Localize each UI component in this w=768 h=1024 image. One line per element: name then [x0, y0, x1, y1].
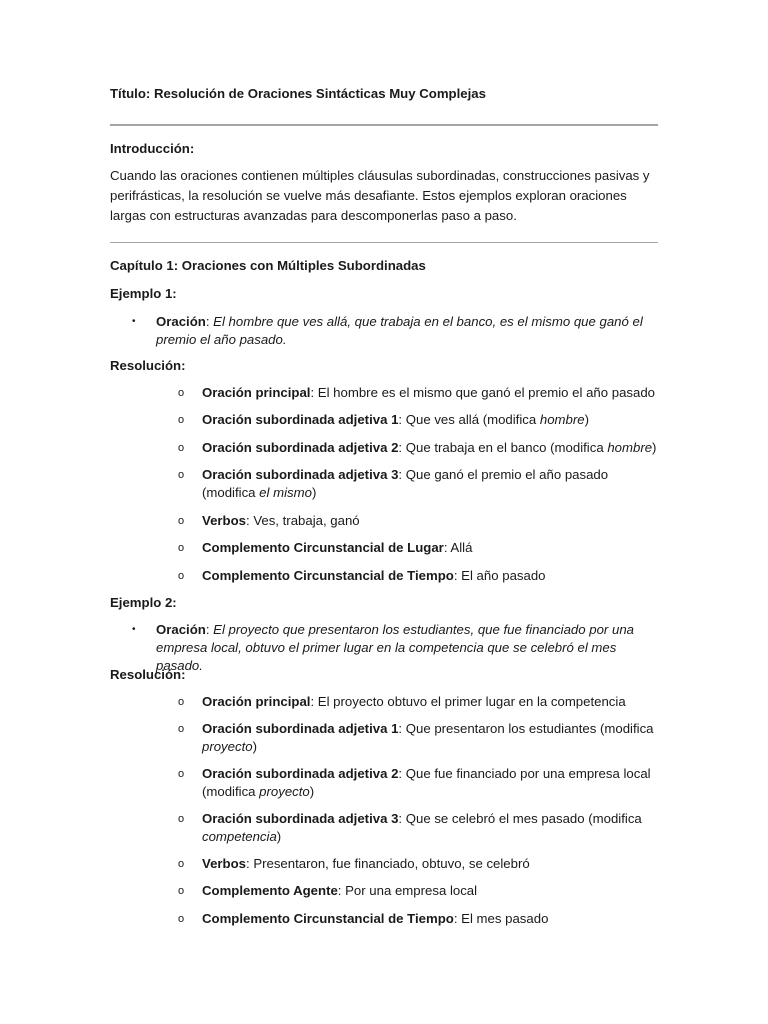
bullet-circle: o [178, 723, 185, 735]
document-title: Título: Resolución de Oraciones Sintácticas Muy Complejas [110, 86, 486, 101]
item-emphasis: hombre [539, 412, 585, 427]
item-tail: ) [276, 829, 282, 844]
item-separator: : [337, 883, 346, 898]
example-label: Ejemplo 1: [110, 286, 177, 301]
item-emphasis: proyecto [259, 784, 310, 799]
bullet-circle: o [178, 813, 185, 825]
item-tail: ) [584, 412, 589, 427]
example-sentence: Oración: El hombre que ves allá, que trabaja en el banco, es el mismo que ganó el premio el año pasado. [156, 314, 643, 347]
title-divider [110, 124, 658, 126]
item-text: Que fue financiado por una empresa local (modifica [202, 766, 651, 799]
resolution-item [202, 466, 658, 502]
bullet-circle: o [178, 913, 185, 925]
item-text: Ves, trabaja, ganó [253, 513, 360, 528]
item-label: Oración subordinada adjetiva 2 [202, 766, 399, 781]
chapter-heading: Capítulo 1: Oraciones con Múltiples Subordinadas [110, 258, 426, 273]
bullet-dot: • [132, 316, 136, 327]
item-text: El hombre es el mismo que ganó el premio el año pasado [317, 385, 656, 400]
example-label: Ejemplo 2: [110, 595, 177, 610]
bullet-circle: o [178, 570, 185, 582]
item-label: Verbos [202, 856, 246, 871]
item-separator: : [398, 412, 406, 427]
item-tail: ) [309, 784, 315, 799]
item-label: Oración principal [202, 385, 311, 400]
item-label: Complemento Circunstancial de Tiempo [202, 568, 454, 583]
resolution-item [202, 910, 658, 928]
resolution-label: Resolución: [110, 358, 186, 373]
bullet-circle: o [178, 442, 185, 454]
item-label: Complemento Circunstancial de Tiempo [202, 911, 454, 926]
item-separator: : [453, 911, 462, 926]
sentence-text: El proyecto que presentaron los estudiantes, que fue financiado por una empresa local, obtuvo el primer lugar en la competencia que se celebró el mes pasado. [156, 622, 634, 673]
item-label: Verbos [202, 513, 246, 528]
bullet-circle: o [178, 469, 185, 481]
item-emphasis: proyecto [202, 739, 253, 754]
item-label: Oración subordinada adjetiva 2 [202, 440, 399, 455]
item-separator: : [398, 766, 406, 781]
item-separator: : [398, 721, 406, 736]
resolution-item [202, 810, 658, 846]
bullet-circle: o [178, 858, 185, 870]
item-separator: : [310, 385, 318, 400]
item-label: Oración subordinada adjetiva 1 [202, 412, 399, 427]
resolution-item [202, 720, 658, 756]
item-separator: : [443, 540, 451, 555]
bullet-dot: • [132, 624, 136, 635]
item-text: El mes pasado [461, 911, 549, 926]
item-label: Oración subordinada adjetiva 3 [202, 467, 399, 482]
bullet-circle: o [178, 542, 185, 554]
item-tail: ) [252, 739, 257, 754]
bullet-circle: o [178, 387, 185, 399]
bullet-circle: o [178, 414, 185, 426]
item-label: Complemento Circunstancial de Lugar [202, 540, 444, 555]
item-emphasis: hombre [607, 440, 653, 455]
intro-paragraph: Cuando las oraciones contienen múltiples cláusulas subordinadas, construcciones pasivas y perifrásticas, la resolución se vuelve más desafiante. Estos ejemplos exploran oraciones largas con estructuras avanzadas para descomponerlas paso a paso. [110, 168, 650, 223]
item-label: Complemento Agente [202, 883, 338, 898]
resolution-item [202, 882, 658, 900]
item-label: Oración subordinada adjetiva 1 [202, 721, 399, 736]
resolution-item [202, 411, 658, 429]
item-separator: : [398, 440, 406, 455]
item-text: Presentaron, fue financiado, obtuvo, se celebró [253, 856, 530, 871]
item-separator: : [245, 856, 254, 871]
item-text: Que ves allá (modifica [405, 412, 540, 427]
intro-heading: Introducción: [110, 141, 195, 156]
example-sentence: Oración: El proyecto que presentaron los estudiantes, que fue financiado por una empresa local, obtuvo el primer lugar en la competencia que se celebró el mes pasado. [156, 622, 634, 673]
item-separator: : [398, 811, 406, 826]
bullet-circle: o [178, 885, 185, 897]
sentence-label: Oración [156, 622, 206, 637]
item-emphasis: el mismo [259, 485, 312, 500]
item-emphasis: competencia [202, 829, 277, 844]
resolution-label: Resolución: [110, 667, 186, 682]
item-tail: ) [311, 485, 317, 500]
intro-divider [110, 242, 658, 243]
item-tail: ) [652, 440, 657, 455]
sentence-text: El hombre que ves allá, que trabaja en el banco, es el mismo que ganó el premio el año pasado. [156, 314, 643, 347]
item-text: Que presentaron los estudiantes (modifica [405, 721, 654, 736]
item-separator: : [453, 568, 462, 583]
item-separator: : [310, 694, 318, 709]
item-label: Oración principal [202, 694, 311, 709]
bullet-circle: o [178, 768, 185, 780]
resolution-item [202, 765, 658, 801]
resolution-item [202, 539, 658, 557]
resolution-item [202, 693, 658, 711]
item-text: Que trabaja en el banco (modifica [405, 440, 608, 455]
item-text: Por una empresa local [345, 883, 478, 898]
sentence-label: Oración [156, 314, 206, 329]
resolution-item [202, 384, 658, 402]
item-separator: : [245, 513, 254, 528]
resolution-item [202, 855, 658, 873]
bullet-circle: o [178, 696, 185, 708]
item-separator: : [398, 467, 406, 482]
item-text: Allá [450, 540, 473, 555]
resolution-item [202, 512, 658, 530]
item-text: El proyecto obtuvo el primer lugar en la competencia [317, 694, 626, 709]
resolution-item [202, 567, 658, 585]
item-text: El año pasado [461, 568, 546, 583]
item-text: Que ganó el premio el año pasado (modifica [202, 467, 609, 500]
bullet-circle: o [178, 515, 185, 527]
item-text: Que se celebró el mes pasado (modifica [405, 811, 642, 826]
item-label: Oración subordinada adjetiva 3 [202, 811, 399, 826]
resolution-item [202, 439, 658, 457]
